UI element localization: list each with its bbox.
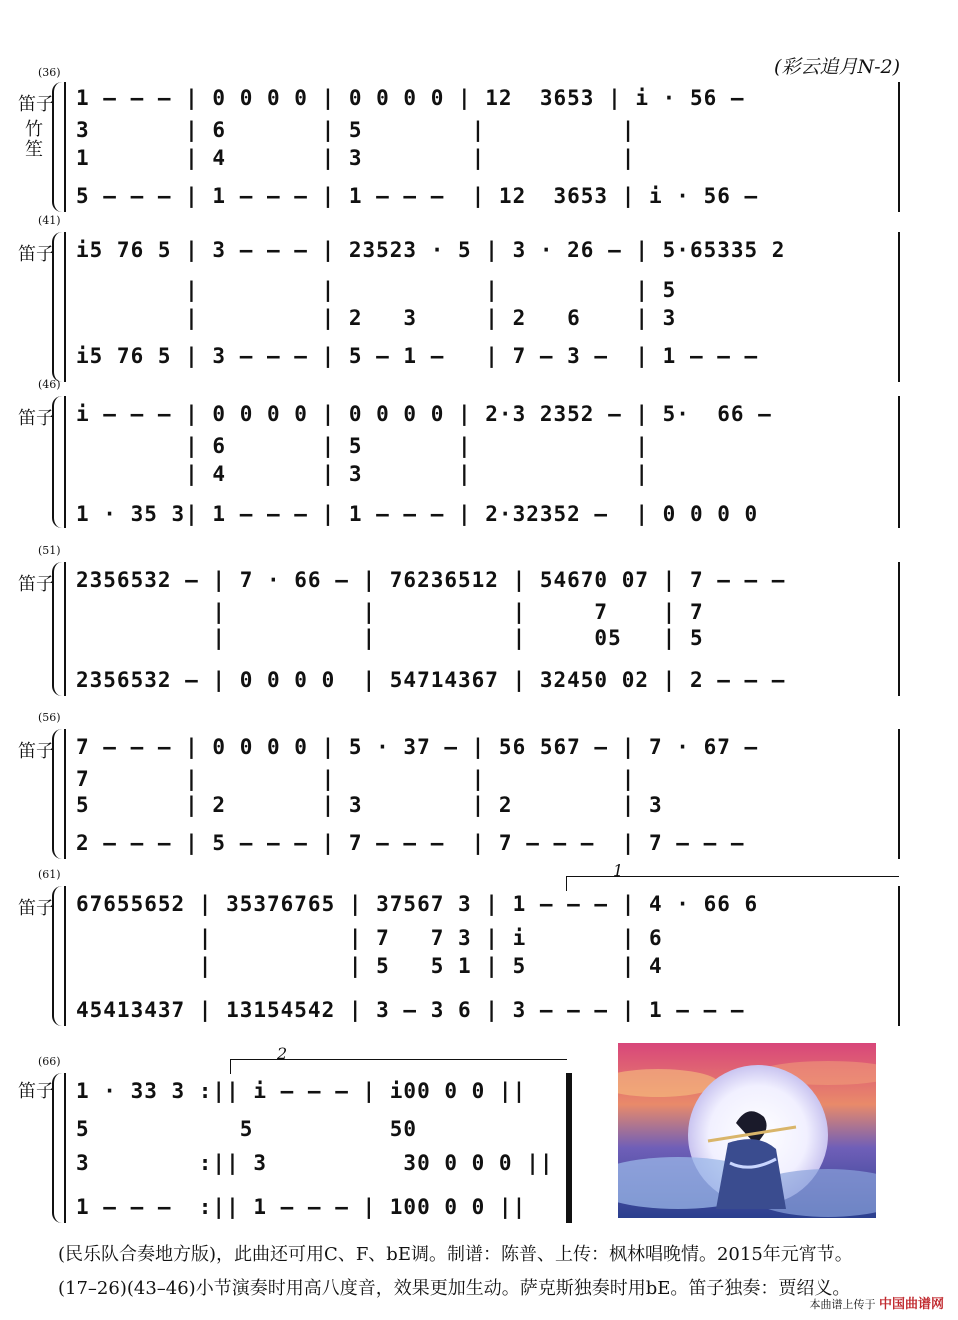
end-barline (898, 562, 900, 696)
measure-number: (56) (38, 711, 61, 724)
instrument-label: 笛子 (18, 574, 54, 595)
staff-row-melody: 2356532 – | 7 · 66 – | 76236512 | 54670 07 | 7 – – – (76, 568, 786, 592)
staff-row-harmony: | | 7 7 3 | i | 6 (76, 926, 663, 950)
staff-row-harmony: 3 | 6 | 5 | | (76, 118, 636, 142)
end-barline (898, 886, 900, 1026)
staff-row-bass: 5 – – – | 1 – – – | 1 – – – | 12 3653 | i · 56 – (76, 184, 759, 208)
staff-row-harmony: | | 5 5 1 | 5 | 4 (76, 954, 663, 978)
instrument-label: 笛子 (18, 94, 54, 115)
photo-illustration (618, 1043, 876, 1218)
staff-row-harmony: 5 5 50 (76, 1117, 418, 1141)
system-line (64, 396, 66, 528)
staff-row-harmony: 3 :|| 3 30 0 0 0 || (76, 1151, 554, 1175)
volta-bracket-2 (230, 1044, 567, 1074)
staff-row-bass: i5 76 5 | 3 – – – | 5 – 1 – | 7 – 3 – | 1 – – – (76, 344, 759, 368)
staff-row-harmony: | | | | 5 (76, 278, 677, 302)
staff-row-bass: 2 – – – | 5 – – – | 7 – – – | 7 – – – | 7 – – – (76, 831, 745, 855)
end-barline (898, 729, 900, 859)
system-line (64, 82, 66, 212)
end-barline (898, 82, 900, 212)
staff-row-harmony: | | | 05 | 5 (76, 626, 704, 650)
instrument-label: 笛子 (18, 1081, 54, 1102)
instrument-label: 笛子 (18, 408, 54, 429)
system-line (64, 886, 66, 1026)
page-label: (彩云追月N-2) (774, 56, 900, 78)
end-barline (898, 396, 900, 528)
staff-row-bass: 2356532 – | 0 0 0 0 | 54714367 | 32450 02 | 2 – – – (76, 668, 786, 692)
staff-row-bass: 45413437 | 13154542 | 3 – 3 6 | 3 – – – | 1 – – – (76, 998, 745, 1022)
volta-number: 2 (277, 1044, 288, 1063)
staff-row-harmony: 1 | 4 | 3 | | (76, 146, 636, 170)
volta-bracket-1 (566, 861, 899, 891)
staff-row-harmony: 5 | 2 | 3 | 2 | 3 (76, 793, 663, 817)
measure-number: (41) (38, 214, 61, 227)
staff-row-melody: i5 76 5 | 3 – – – | 23523 · 5 | 3 · 26 – | 5·65335 2 (76, 238, 786, 262)
staff-row-harmony: | | 2 3 | 2 6 | 3 (76, 306, 677, 330)
final-barline (566, 1073, 572, 1223)
staff-row-harmony: 7 | | | | (76, 767, 636, 791)
instrument-label: 笛子 (18, 898, 54, 919)
footer-note-2: (17–26)(43–46)小节演奏时用高八度音，效果更加生动。萨克斯独奏时用bE。笛子独奏：贾绍义。 (58, 1278, 851, 1299)
staff-row-melody: i – – – | 0 0 0 0 | 0 0 0 0 | 2·3 2352 – | 5· 66 – (76, 402, 772, 426)
measure-number: (66) (38, 1055, 61, 1068)
measure-number: (36) (38, 66, 61, 79)
system-line (64, 232, 66, 382)
end-barline (898, 232, 900, 382)
flute-player-photo (618, 1043, 876, 1218)
staff-row-melody: 1 – – – | 0 0 0 0 | 0 0 0 0 | 12 3653 | i · 56 – (76, 86, 745, 110)
credit-prefix: 本曲谱上传于 (809, 1298, 876, 1311)
staff-row-melody: 1 · 33 3 :|| i – – – | i00 0 0 || (76, 1079, 527, 1103)
measure-number: (51) (38, 544, 61, 557)
system-line (64, 1073, 66, 1223)
staff-row-bass: 1 · 35 3| 1 – – – | 1 – – – | 2·32352 – | 0 0 0 0 (76, 502, 759, 526)
staff-row-melody: 67655652 | 35376765 | 37567 3 | 1 – – – | 4 · 66 6 (76, 892, 759, 916)
site-logo-text[interactable]: 中国曲谱网 (878, 1297, 944, 1312)
upload-credit (809, 1293, 944, 1312)
staff-row-harmony: | 4 | 3 | | (76, 462, 650, 486)
staff-row-harmony: | 6 | 5 | | (76, 434, 650, 458)
staff-row-harmony: | | | 7 | 7 (76, 600, 704, 624)
measure-number: (61) (38, 868, 61, 881)
staff-row-melody: 7 – – – | 0 0 0 0 | 5 · 37 – | 56 567 – | 7 · 67 – (76, 735, 759, 759)
group-label: 竹笙 (25, 119, 43, 160)
volta-number: 1 (613, 861, 624, 880)
staff-row-bass: 1 – – – :|| 1 – – – | 100 0 0 || (76, 1195, 527, 1219)
instrument-label: 笛子 (18, 741, 54, 762)
instrument-label: 笛子 (18, 244, 54, 265)
footer-note-1: (民乐队合奏地方版)，此曲还可用C、F、bE调。制谱：陈普、上传：枫林唱晚情。2015年元宵节。 (58, 1244, 853, 1265)
system-line (64, 562, 66, 696)
measure-number: (46) (38, 378, 61, 391)
system-line (64, 729, 66, 859)
